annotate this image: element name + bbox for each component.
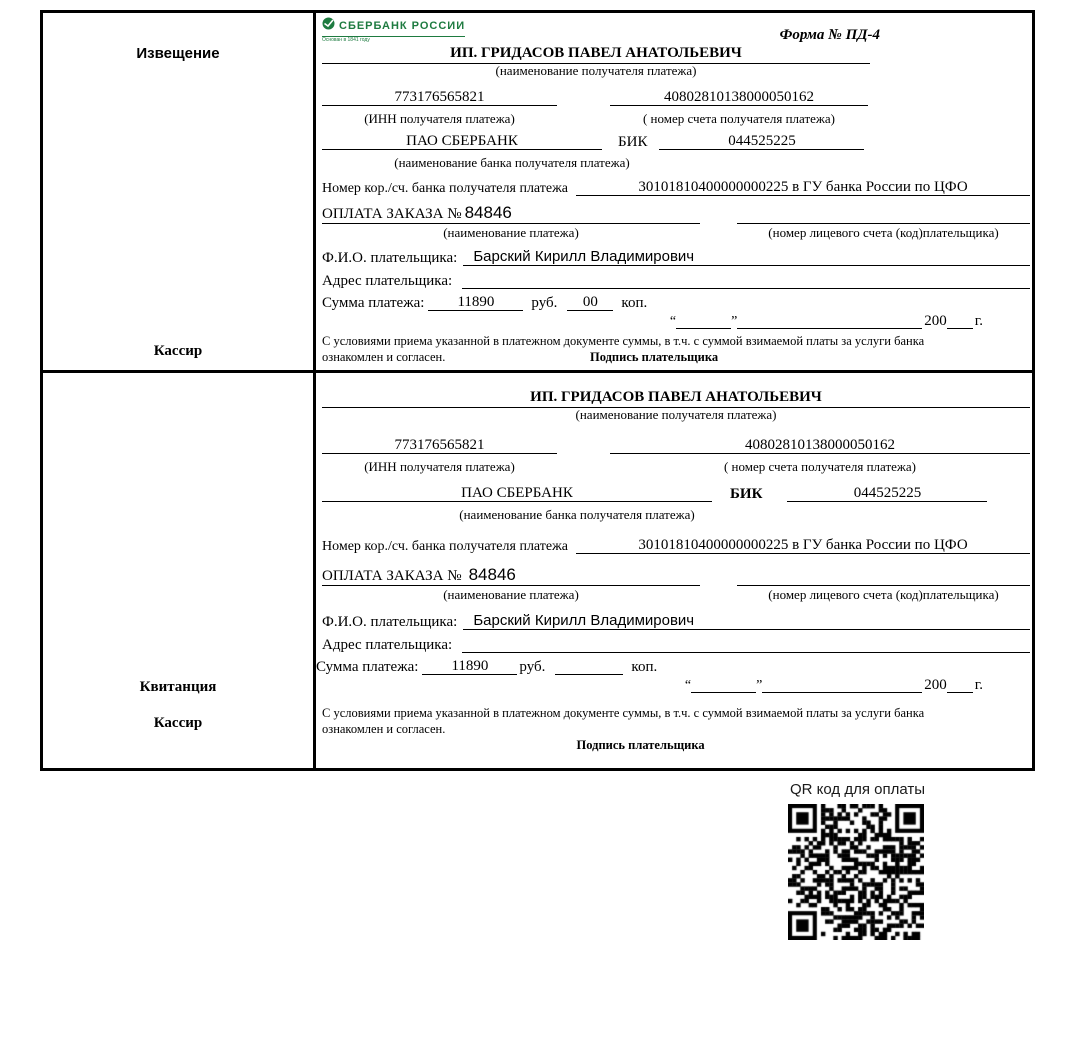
bank-name-value-2: ПАО СБЕРБАНК bbox=[322, 485, 712, 503]
date-month-blank bbox=[737, 328, 922, 329]
payer-name-label: Ф.И.О. плательщика: bbox=[322, 249, 458, 266]
payment-caption-2: (наименование платежа) bbox=[443, 586, 579, 602]
form-number-label: Форма № ПД-4 bbox=[779, 27, 880, 43]
recipient-name-2: ИП. ГРИДАСОВ ПАВЕЛ АНАТОЛЬЕВИЧ bbox=[322, 389, 1030, 408]
amount-rub-value: 11890 bbox=[428, 294, 523, 312]
amount-row bbox=[322, 293, 1030, 311]
sberbank-coin-icon bbox=[322, 17, 335, 35]
amount-kop-value: 00 bbox=[567, 294, 613, 312]
recipient-row-2 bbox=[322, 389, 1030, 408]
bik-label: БИК bbox=[618, 133, 648, 150]
bank-caption-row bbox=[322, 152, 1030, 170]
inn-value-2: 773176565821 bbox=[322, 437, 557, 455]
agreement-sentence: С условиями приема указанной в платежном документе суммы, в т.ч. с суммой взимаемой платы за услуги банка ознакомлен и согласен. bbox=[322, 334, 925, 364]
open-quote: “ bbox=[669, 313, 677, 329]
payer-address-row-2 bbox=[322, 633, 1030, 653]
receipt-label: Квитанция bbox=[139, 679, 217, 695]
payer-name-value: Барский Кирилл Владимирович bbox=[463, 249, 1030, 267]
personal-account-caption: (номер лицевого счета (код)плательщика) bbox=[768, 224, 999, 240]
inn-value: 773176565821 bbox=[322, 89, 557, 107]
bik-value: 044525225 bbox=[659, 133, 864, 151]
order-number-2: 84846 bbox=[468, 565, 516, 585]
recipient-caption-row-2 bbox=[322, 408, 1030, 424]
amount-kop-value-2 bbox=[555, 674, 623, 675]
date-year-blank bbox=[947, 328, 973, 329]
payment-name-row-2 bbox=[322, 566, 1030, 586]
receipt-side-cell bbox=[43, 373, 316, 768]
inn-caption: (ИНН получателя платежа) bbox=[364, 110, 515, 126]
qr-label: QR код для оплаты bbox=[790, 781, 926, 798]
bik-label-2: БИК bbox=[730, 485, 763, 502]
date-year-blank-2 bbox=[947, 692, 973, 693]
amount-label: Сумма платежа: bbox=[322, 294, 425, 311]
personal-account-blank bbox=[737, 223, 1030, 224]
date-month-blank-2 bbox=[762, 692, 922, 693]
close-quote-2: ” bbox=[756, 677, 763, 693]
bank-caption: (наименование банка получателя платежа) bbox=[394, 154, 630, 170]
recipient-caption-row bbox=[322, 64, 1030, 80]
payer-address-label-2: Адрес плательщика: bbox=[322, 636, 453, 653]
notice-content-cell bbox=[316, 13, 1032, 370]
notice-label: Извещение bbox=[136, 45, 220, 62]
personal-account-caption-2: (номер лицевого счета (код)плательщика) bbox=[768, 586, 999, 602]
inn-account-captions-2 bbox=[322, 456, 1030, 474]
agreement-text-2 bbox=[322, 705, 974, 737]
payer-address-label: Адрес плательщика: bbox=[322, 272, 453, 289]
amount-rub-value-2: 11890 bbox=[422, 658, 517, 676]
payment-captions-row-2 bbox=[322, 586, 1030, 602]
payment-name-value bbox=[322, 204, 700, 224]
amount-row-2 bbox=[316, 657, 1030, 675]
payment-name-text: ОПЛАТА ЗАКАЗА № bbox=[322, 206, 462, 223]
notice-side-cell bbox=[43, 13, 316, 370]
order-number: 84846 bbox=[464, 203, 512, 223]
account-caption: ( номер счета получателя платежа) bbox=[642, 110, 836, 126]
corr-account-value: 30101810400000000225 в ГУ банка России по ЦФО bbox=[576, 179, 1030, 197]
year-suffix: г. bbox=[974, 312, 983, 329]
payer-name-row bbox=[322, 246, 1030, 266]
year-prefix-2: 200 bbox=[924, 676, 947, 693]
bank-bik-row-2 bbox=[322, 482, 1030, 502]
date-row-2 bbox=[322, 675, 1030, 693]
sberbank-logo bbox=[322, 17, 465, 43]
rub-label-2: руб. bbox=[519, 658, 546, 675]
kop-label-2: коп. bbox=[631, 658, 658, 675]
recipient-caption: (наименование получателя платежа) bbox=[495, 63, 697, 78]
inn-account-row-2 bbox=[322, 434, 1030, 454]
sberbank-logo-tagline: Основан в 1841 году bbox=[322, 36, 370, 43]
open-quote-2: “ bbox=[684, 677, 692, 693]
corr-account-row bbox=[322, 176, 1030, 196]
date-row bbox=[322, 311, 1030, 329]
corr-account-row-2 bbox=[322, 534, 1030, 554]
personal-account-blank-2 bbox=[737, 585, 1030, 586]
payer-name-value-2: Барский Кирилл Владимирович bbox=[463, 613, 1030, 631]
bank-name-value: ПАО СБЕРБАНК bbox=[322, 133, 602, 151]
recipient-name: ИП. ГРИДАСОВ ПАВЕЛ АНАТОЛЬЕВИЧ bbox=[322, 45, 870, 64]
amount-label-2: Сумма платежа: bbox=[316, 658, 419, 675]
notice-section bbox=[43, 13, 1032, 370]
close-quote: ” bbox=[731, 313, 738, 329]
agreement-sentence-2: С условиями приема указанной в платежном документе суммы, в т.ч. с суммой взимаемой платы за услуги банка ознакомлен и согласен. bbox=[322, 706, 925, 736]
payment-name-row bbox=[322, 204, 1030, 224]
payment-form-table bbox=[40, 10, 1035, 771]
inn-account-captions bbox=[322, 108, 1030, 126]
payer-name-label-2: Ф.И.О. плательщика: bbox=[322, 613, 458, 630]
rub-label: руб. bbox=[531, 294, 558, 311]
corr-account-label-2: Номер кор./сч. банка получателя платежа bbox=[322, 538, 568, 554]
payment-name-text-2: ОПЛАТА ЗАКАЗА № bbox=[322, 568, 462, 585]
qr-block bbox=[788, 781, 948, 940]
payer-name-row-2 bbox=[322, 610, 1030, 630]
recipient-row bbox=[322, 45, 1030, 64]
account-value: 40802810138000050162 bbox=[610, 89, 868, 107]
cashier-label: Кассир bbox=[153, 343, 203, 359]
bank-caption-2: (наименование банка получателя платежа) bbox=[459, 506, 695, 522]
account-caption-2: ( номер счета получателя платежа) bbox=[723, 458, 917, 474]
payer-address-blank-2 bbox=[462, 652, 1030, 653]
bik-value-2: 044525225 bbox=[787, 485, 987, 503]
inn-caption-2: (ИНН получателя платежа) bbox=[364, 458, 515, 474]
bank-bik-row bbox=[322, 130, 1030, 150]
payment-captions-row bbox=[322, 224, 1030, 240]
payment-caption: (наименование платежа) bbox=[443, 224, 579, 240]
kop-label: коп. bbox=[621, 294, 648, 311]
recipient-caption-2: (наименование получателя платежа) bbox=[575, 407, 777, 422]
notice-header-row bbox=[322, 17, 1030, 45]
qr-code bbox=[788, 804, 924, 940]
date-day-blank-2 bbox=[691, 692, 756, 693]
agreement-text bbox=[322, 333, 974, 365]
payer-address-row bbox=[322, 269, 1030, 289]
bank-caption-row-2 bbox=[322, 504, 1030, 522]
date-day-blank bbox=[676, 328, 731, 329]
year-suffix-2: г. bbox=[974, 676, 983, 693]
year-prefix: 200 bbox=[924, 312, 947, 329]
receipt-section bbox=[43, 373, 1032, 768]
payer-address-blank bbox=[462, 288, 1030, 289]
corr-account-label: Номер кор./сч. банка получателя платежа bbox=[322, 180, 568, 196]
cashier-label-2: Кассир bbox=[153, 715, 203, 731]
corr-account-value-2: 30101810400000000225 в ГУ банка России по ЦФО bbox=[576, 537, 1030, 555]
payment-name-value-2 bbox=[322, 566, 700, 586]
signature-label: Подпись плательщика bbox=[590, 350, 719, 364]
account-value-2: 40802810138000050162 bbox=[610, 437, 1030, 455]
sberbank-logo-text: СБЕРБАНК РОССИИ bbox=[339, 19, 466, 32]
receipt-content-cell bbox=[316, 373, 1032, 768]
signature-label-2: Подпись плательщика bbox=[576, 738, 705, 752]
inn-account-row bbox=[322, 86, 1030, 106]
